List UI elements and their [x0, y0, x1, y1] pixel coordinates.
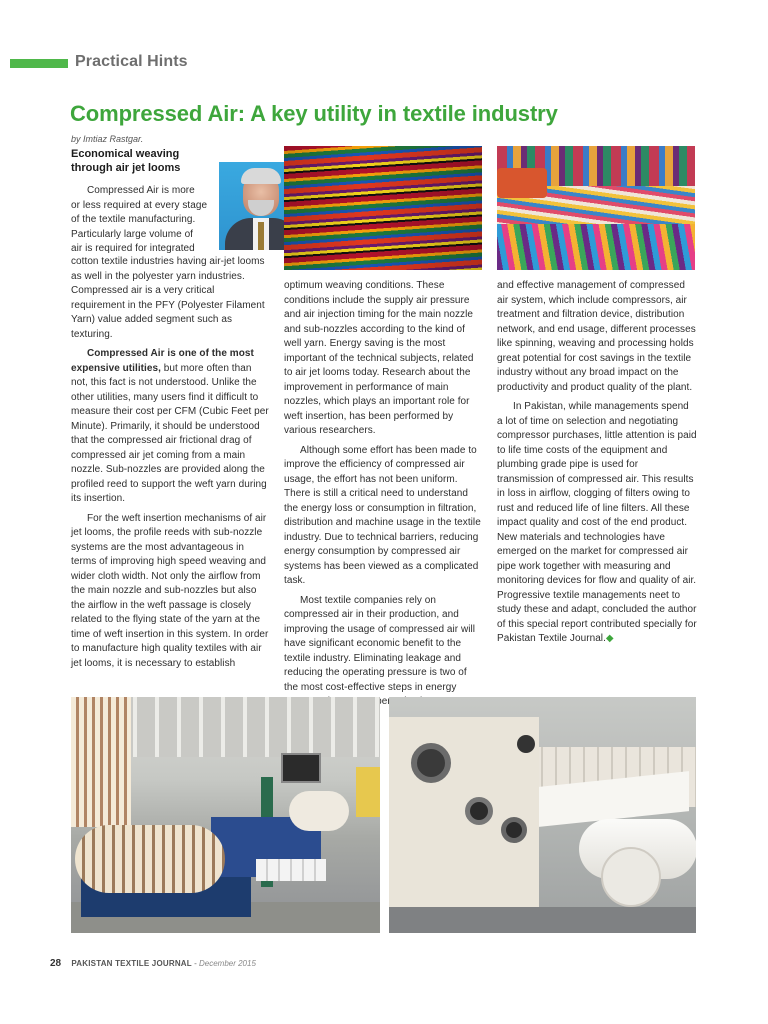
colorful-rugs-photo	[284, 146, 482, 270]
air-jet-loom-photo	[389, 697, 696, 933]
page-number: 28	[50, 958, 62, 969]
article-subhead: Economical weaving through air jet looms	[71, 148, 181, 174]
paragraph: optimum weaving conditions. These conditions include the supply air pressure and air injection timing for the main nozzle and sub-nozzles according to the kind of well yarn. Energy saving is the most important of the technical subjects, related to air jet looms today. Research about the improvement in performance of main nozzles, which plays an important role for weft insertion, has been performed by various researchers.	[284, 280, 474, 436]
paragraph: For the weft insertion mechanisms of air jet looms, the profile reeds with sub-nozzle systems are the most advantageous in terms of improving high speed weaving and wider cloth width. Not only the airflow from the main nozzle and sub-nozzles but also the airflow in the weft passage is closely related to the flying state of the yarn at the time of weft insertion in this system. In order to manufacture high quality textiles with air jet looms, it is necessary to establish	[71, 512, 269, 669]
author-byline: by Imtiaz Rastgar.	[71, 134, 144, 144]
footer-separator: -	[191, 959, 199, 968]
paragraph: Although some effort has been made to improve the efficiency of compressed air usage, the effort has not been uniform. There is still a critical need to understand the energy loss or consumption in filtration, distribution and machine usage in the textile industry. Due to technical barriers, reducing energy consumption by compressed air systems has been viewed as a complicated task.	[284, 444, 481, 586]
weaving-mill-photo	[71, 697, 380, 933]
intro-line: of the textile manufacturing.	[71, 214, 196, 225]
intro-line: or less required at every stage	[71, 199, 208, 211]
paragraph-text: but more often than not, this fact is not understood. Unlike the other utilities, many users find it difficult to measure their cost per CFM (Cubic Feet per Minute). Primarily, it should be understood that the compressed air frictional drag of compressed air jet coming from a main nozzle. Sub-nozzles are provided along the profiled reed to support the weft yarn during its insertion.	[71, 362, 269, 504]
paragraph: and effective management of compressed air system, which include compressors, air treatment and filtration device, distribution network, and end usage, different processes like spinning, weaving and processing holds great potential for cost savings in the textile industry without any broad impact on the productivity and product quality of the plant.	[497, 280, 696, 393]
column-3	[497, 279, 697, 647]
article-headline: Compressed Air: A key utility in textile industry	[70, 101, 558, 126]
intro-line: Compressed Air is more	[87, 185, 195, 196]
section-color-bar	[10, 59, 68, 68]
paragraph: Most textile companies rely on compressed air in their production, and improving the usage of compressed air will have significant economic benefit to the textile industry. Eliminating leakage and reducing the operating pressure is two of the most cost-effective steps in energy	[284, 594, 476, 693]
bold-lead: Compressed Air is one of the most expensive utilities,	[71, 348, 254, 374]
paragraph	[71, 347, 271, 507]
intro-line: Particularly large volume of	[71, 228, 194, 240]
paragraph: cotton textile industries having air-jet looms as well in the polyester yarn industries. Compressed air is a very critical requirement in the PFY (Polyester Filament Yarn) value added segment such as texturing.	[71, 256, 265, 340]
column-1-intro	[71, 184, 211, 257]
end-mark-icon: ◆	[605, 633, 614, 644]
column-2	[284, 279, 482, 710]
page-footer	[50, 958, 256, 969]
column-1	[71, 255, 271, 671]
publication-name: PAKISTAN TEXTILE JOURNAL	[71, 959, 192, 968]
paragraph-text: In Pakistan, while managements spend a lot of time on selection and negotiating compressor purchases, little attention is paid to life time costs of the equipment and plumbing grade pipe is used for transmission of compressed air. This results in loss in airflow, clogging of filters owing to rust and reduced life of line filters. All these impact quality and cost of the end product. New materials and technologies have emerged on the market for compressed air pipe work together with measuring and monitoring devices for flow and quality of air. Progressive textile managements neet to study these and adapt, concluded the author of this special report contributed specially for Pakistan Textile Journal.	[497, 401, 697, 644]
paragraph	[497, 400, 697, 647]
issue-date: December 2015	[198, 959, 256, 968]
textile-shop-photo	[497, 146, 695, 270]
intro-line: air is required for integrated	[71, 243, 195, 254]
section-label: Practical Hints	[75, 53, 188, 70]
